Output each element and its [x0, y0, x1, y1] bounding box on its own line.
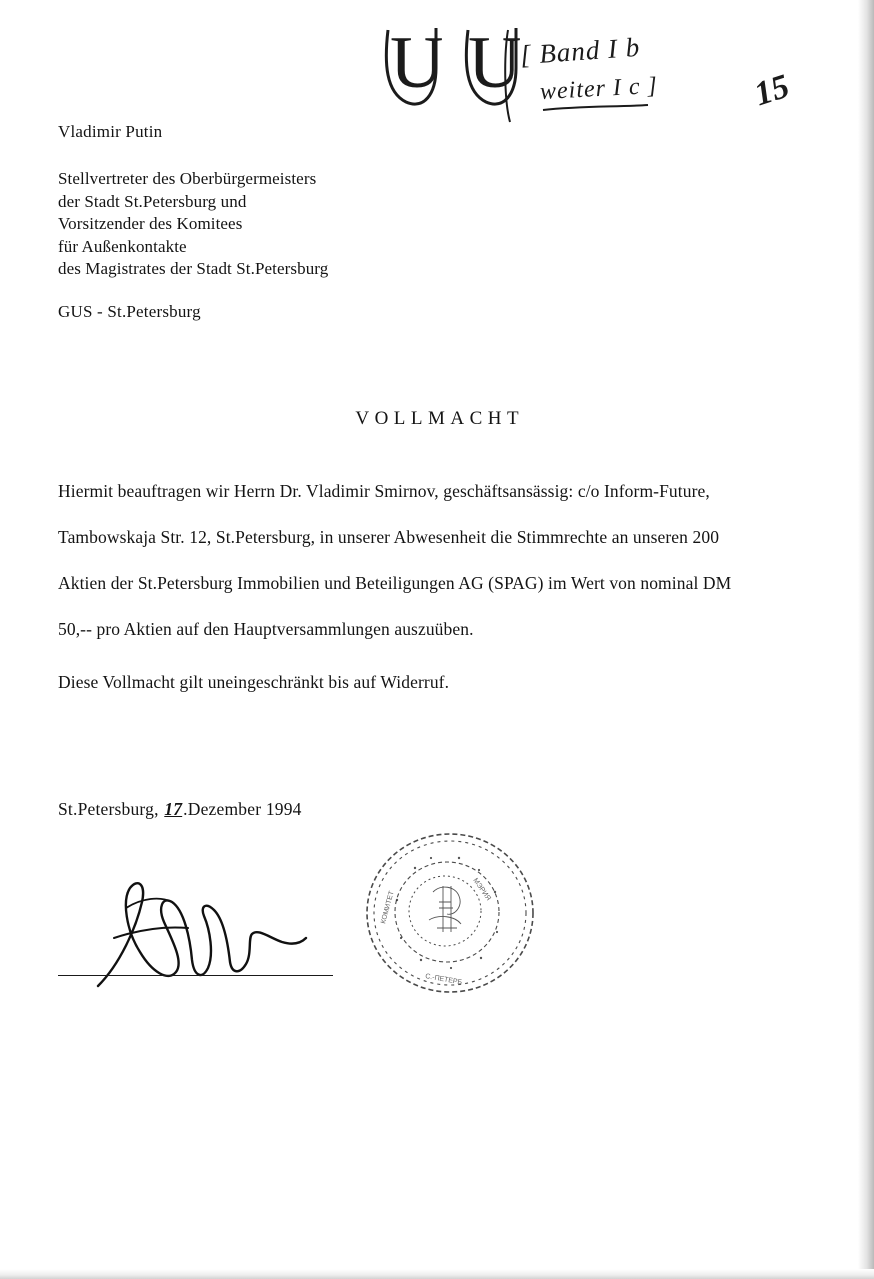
svg-text:МЭРИЯ: МЭРИЯ: [471, 877, 492, 903]
annotation-band-text: [ Band I b: [519, 31, 642, 71]
annotation-continuation-text: weiter I c ]: [539, 72, 659, 106]
address-line: für Außenkontakte: [58, 236, 187, 256]
svg-text:КОМИТЕТ: КОМИТЕТ: [380, 890, 396, 925]
signature: [80, 868, 310, 998]
annotation-underline-icon: [380, 14, 850, 144]
address-line: der Stadt St.Petersburg und: [58, 191, 247, 211]
svg-text:С.-ПЕТЕРБ: С.-ПЕТЕРБ: [424, 973, 463, 987]
page-title: VOLLMACHT: [355, 408, 525, 429]
scan-edge-right: [858, 0, 874, 1279]
annotation-page-number: 15: [749, 67, 794, 114]
address-line: des Magistrates der Stadt St.Petersburg: [58, 259, 329, 278]
signature-line: [58, 975, 333, 976]
addressee-name: Vladimir Putin: [58, 122, 163, 141]
u-mark-right-icon: U: [468, 22, 522, 104]
body-paragraph-1: Hiermit beauftragen wir Herrn Dr. Vladimir Smirnov, geschäftsansässig: c/o Inform-Future, Tambowskaja Str. 12, St.Petersburg, in unserer Abwesenheit die Stimmrechte an unseren 200 Aktien der St.Petersburg Immobilien und Beteiligungen AG (SPAG) im Wert von nominal DM 50,-- pro Aktien auf den Hauptversammlungen auszuüben.: [58, 481, 732, 639]
place-and-date: [58, 799, 302, 820]
date-rest: .Dezember 1994: [183, 799, 302, 819]
place-text: St.Petersburg,: [58, 799, 159, 819]
archive-annotation: [380, 14, 850, 144]
scan-edge-bottom: [0, 1269, 874, 1279]
address-line: Stellvertreter des Oberbürgermeisters: [58, 169, 317, 188]
official-stamp-icon: [355, 828, 545, 998]
body-paragraph-2: Diese Vollmacht gilt uneingeschränkt bis auf Widerruf.: [58, 672, 450, 692]
u-mark-left-icon: U: [390, 22, 444, 104]
date-day: 17: [164, 799, 183, 819]
address-line: Vorsitzender des Komitees: [58, 214, 243, 233]
region-line: GUS - St.Petersburg: [58, 302, 201, 321]
addressee-address: [58, 168, 328, 281]
